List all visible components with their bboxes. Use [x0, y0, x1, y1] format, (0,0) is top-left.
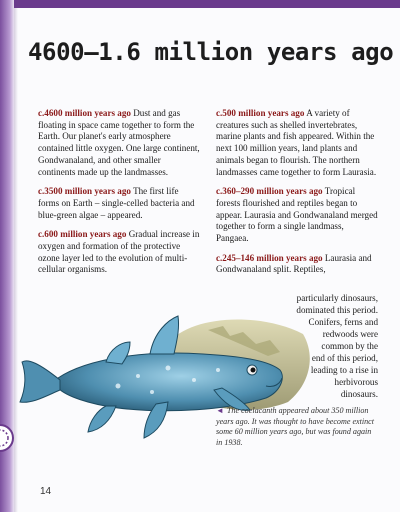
timeline-entry: [216, 186, 378, 245]
entry-text: A variety of creatures such as shelled invertebrates, marine plants and fish appeared. Within the next 100 million years, land plants and animals began to flourish. The northern landmasses came together to form Laurasia.: [216, 108, 377, 177]
entry-date: c.4600 million years ago: [38, 108, 131, 118]
timeline-entry: [38, 186, 200, 221]
entry-date: c.245–146 million years ago: [216, 252, 323, 263]
timeline-entry: [216, 253, 378, 276]
timeline-entry: [38, 229, 200, 276]
wrap-line: leading to a rise in: [310, 365, 378, 375]
page-title: 4600–1.6 million years ago: [28, 38, 394, 66]
entry-text: Dust and gas floating in space came together to form the Earth. Our planet's early atmosphere contained little oxygen. One large continent, Gondwanaland, and other smaller continents made up the landmasses.: [38, 108, 200, 177]
timeline-entry: [38, 108, 200, 178]
entry-text: The first life forms on Earth – single-celled bacteria and blue-green algae – appeared.: [38, 186, 195, 220]
wrap-line: dominated this period.: [296, 305, 378, 315]
caption-text: The coelacanth appeared about 350 million years ago. It was thought to have become extinct some 60 million years ago, but was found again in 1938.: [216, 406, 375, 447]
image-caption: [216, 406, 376, 448]
wrap-line: herbivorous: [334, 377, 378, 387]
timeline-entry: [216, 108, 378, 178]
entry-date: c.600 million years ago: [38, 229, 127, 240]
right-column: [216, 108, 378, 276]
top-border: [0, 0, 400, 8]
entry-date: c.360–290 million years ago: [216, 186, 323, 197]
entry-text: Laurasia and Gondwanaland split. Reptiles,: [216, 252, 372, 275]
corner-ornament-icon: [0, 416, 16, 460]
wrap-line: particularly dinosaurs,: [296, 293, 378, 303]
wrap-line: dinosaurs.: [340, 389, 378, 399]
entry-text: Tropical forests flourished and reptiles began to appear. Laurasia and Gondwanaland merged together to form a single landmass, Pangaea.: [216, 186, 378, 244]
entry-text: Gradual increase in oxygen and formation of the protective ozone layer led to the evolution of multi-cellular organisms.: [38, 229, 200, 275]
caption-marker: ◄: [216, 406, 224, 415]
wrap-line: common by the: [321, 341, 378, 351]
left-column: [38, 108, 200, 284]
wrap-line: Conifers, ferns and: [308, 317, 378, 327]
entry-date: c.3500 million years ago: [38, 186, 131, 197]
wrap-line: end of this period,: [311, 353, 378, 363]
entry-date: c.500 million years ago: [216, 108, 305, 118]
page-number: 14: [40, 486, 52, 497]
wrap-line: redwoods were: [322, 329, 378, 339]
